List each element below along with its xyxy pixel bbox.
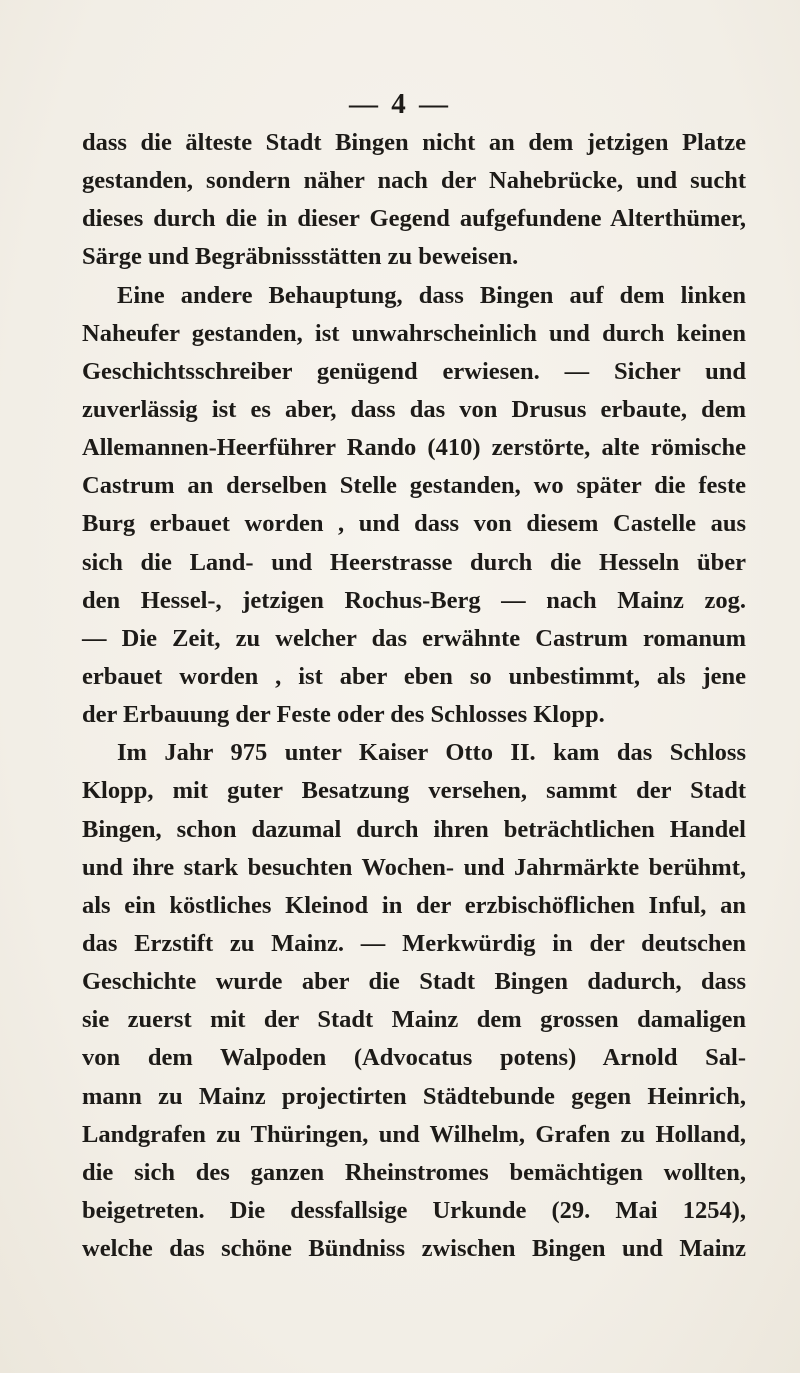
text-line: Klopp, mit guter Besatzung versehen, sammt der Stadt [82, 777, 746, 805]
text-line: Geschichte wurde aber die Stadt Bingen dadurch, dass [82, 968, 746, 996]
text-line: als ein köstliches Kleinod in der erzbischöflichen Inful, an [82, 891, 746, 919]
text-line: — Die Zeit, zu welcher das erwähnte Castrum romanum [82, 624, 746, 652]
text-line: das Erzstift zu Mainz. — Merkwürdig in der deutschen [82, 929, 746, 957]
text-line: erbauet worden , ist aber eben so unbestimmt, als jene [82, 662, 746, 690]
body-text [82, 124, 746, 1268]
page-number: — 4 — [349, 88, 451, 120]
text-line: mann zu Mainz projectirten Städtebunde gegen Heinrich, [82, 1082, 746, 1110]
text-line: gestanden, sondern näher nach der Nahebrücke, und sucht [82, 167, 746, 195]
text-line: Eine andere Behauptung, dass Bingen auf dem linken [117, 281, 746, 309]
text-line: Särge und Begräbnissstätten zu beweisen. [82, 243, 519, 271]
text-line: den Hessel-, jetzigen Rochus-Berg — nach Mainz zog. [82, 586, 746, 614]
text-line: Bingen, schon dazumal durch ihren beträchtlichen Handel [82, 815, 746, 843]
text-line: Landgrafen zu Thüringen, und Wilhelm, Grafen zu Holland, [82, 1120, 746, 1148]
text-line: zuverlässig ist es aber, dass das von Drusus erbaute, dem [82, 395, 746, 423]
text-line: und ihre stark besuchten Wochen- und Jahrmärkte berühmt, [82, 853, 746, 881]
text-line: von dem Walpoden (Advocatus potens) Arnold Sal- [82, 1044, 746, 1072]
text-line: Castrum an derselben Stelle gestanden, wo später die feste [82, 472, 746, 500]
text-line: die sich des ganzen Rheinstromes bemächtigen wollten, [82, 1158, 746, 1186]
text-line: Im Jahr 975 unter Kaiser Otto II. kam das Schloss [117, 739, 746, 767]
text-line: beigetreten. Die dessfallsige Urkunde (29. Mai 1254), [82, 1196, 746, 1224]
text-line: Geschichtsschreiber genügend erwiesen. — Sicher und [82, 357, 746, 385]
text-line: Burg erbauet worden , und dass von diesem Castelle aus [82, 510, 746, 538]
text-line: dieses durch die in dieser Gegend aufgefundene Alterthümer, [82, 205, 746, 233]
text-line: welche das schöne Bündniss zwischen Bingen und Mainz [82, 1235, 746, 1263]
text-line: Naheufer gestanden, ist unwahrscheinlich und durch keinen [82, 319, 746, 347]
text-line: sich die Land- und Heerstrasse durch die Hesseln über [82, 548, 746, 576]
text-line: der Erbauung der Feste oder des Schlosses Klopp. [82, 701, 605, 729]
text-line: sie zuerst mit der Stadt Mainz dem grossen damaligen [82, 1006, 746, 1034]
text-line: Allemannen-Heerführer Rando (410) zerstörte, alte römische [82, 434, 746, 462]
text-line: dass die älteste Stadt Bingen nicht an dem jetzigen Platze [82, 129, 746, 156]
